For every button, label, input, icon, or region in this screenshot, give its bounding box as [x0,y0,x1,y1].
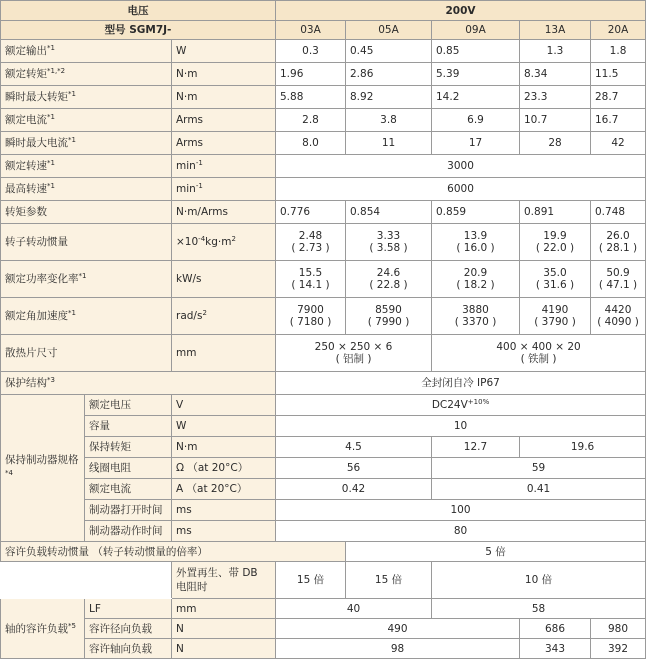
max-speed-label: 最高转速$^{*1}$ [1,178,172,201]
torque-constant-unit: N·m/Arms [172,201,276,224]
model-13a: 13A [520,21,591,40]
power-rate-20a: 50.9 ( 47.1 ) [591,261,646,298]
row-torque-constant [1,201,646,224]
inertia-label: 转子转动惯量 [1,224,172,261]
brake-holding-torque-large: 19.6 [520,437,646,458]
shaft-radial-label: 容许径向负载 [85,619,172,639]
brake-release-time-label: 制动器打开时间 [85,500,172,521]
shaft-radial-13a: 686 [520,619,591,639]
row-load-inertia [1,542,646,562]
load-inertia-value: 5 倍 [346,542,646,562]
protection-label: 保护结构$^{*3}$ [1,372,276,395]
brake-holding-torque-small: 4.5 [276,437,432,458]
brake-voltage-unit: V [172,395,276,416]
model-09a: 09A [432,21,520,40]
row-protection [1,372,646,395]
row-brake-operate-time [1,521,646,542]
row-max-speed [1,178,646,201]
model-20a: 20A [591,21,646,40]
heatsink-label: 散热片尺寸 [1,335,172,372]
row-shaft-lf [1,599,646,619]
brake-group-label: 保持制动器规格$^{*4}$ [1,395,85,542]
rated-current-09a: 6.9 [432,109,520,132]
row-rated-current [1,109,646,132]
angular-accel-label: 额定角加速度$^{*1}$ [1,298,172,335]
brake-coil-resistance-label: 线圈电阻 [85,458,172,479]
peak-current-20a: 42 [591,132,646,155]
peak-current-05a: 11 [346,132,432,155]
heatsink-unit: mm [172,335,276,372]
torque-constant-09a: 0.859 [432,201,520,224]
torque-constant-20a: 0.748 [591,201,646,224]
inertia-03a: 2.48 ( 2.73 ) [276,224,346,261]
row-rated-output [1,40,646,63]
peak-current-unit: Arms [172,132,276,155]
rated-current-label: 额定电流$^{*1}$ [1,109,172,132]
load-inertia-regen-label: 外置再生、带 DB 电阻时 [172,562,276,599]
row-brake-voltage [1,395,646,416]
shaft-lf-large: 58 [432,599,646,619]
row-rated-torque [1,63,646,86]
peak-torque-13a: 23.3 [520,86,591,109]
row-power-rate [1,261,646,298]
torque-constant-label: 转矩参数 [1,201,172,224]
brake-coil-resistance-unit: Ω （at 20°C） [172,458,276,479]
rated-current-13a: 10.7 [520,109,591,132]
heatsink-large: 400 × 400 × 20 ( 铁制 ) [432,335,646,372]
rated-current-unit: Arms [172,109,276,132]
rated-torque-03a: 1.96 [276,63,346,86]
brake-capacity-value: 10 [276,416,646,437]
brake-capacity-unit: W [172,416,276,437]
inertia-20a: 26.0 ( 28.1 ) [591,224,646,261]
heatsink-small: 250 × 250 × 6 ( 铝制 ) [276,335,432,372]
brake-rated-current-label: 额定电流 [85,479,172,500]
rated-current-20a: 16.7 [591,109,646,132]
power-rate-05a: 24.6 ( 22.8 ) [346,261,432,298]
row-angular-accel [1,298,646,335]
brake-coil-resistance-small: 56 [276,458,432,479]
row-brake-release-time [1,500,646,521]
max-speed-unit: $\min^{-1}$ [172,178,276,201]
row-shaft-radial [1,619,646,639]
peak-torque-unit: N·m [172,86,276,109]
load-inertia-regen-05a: 15 倍 [346,562,432,599]
angular-accel-05a: 8590 ( 7990 ) [346,298,432,335]
rated-speed-unit: $\min^{-1}$ [172,155,276,178]
shaft-axial-20a: 392 [591,639,646,659]
power-rate-03a: 15.5 ( 14.1 ) [276,261,346,298]
brake-operate-time-unit: ms [172,521,276,542]
torque-constant-05a: 0.854 [346,201,432,224]
rated-output-20a: 1.8 [591,40,646,63]
shaft-radial-small: 490 [276,619,520,639]
brake-capacity-label: 容量 [85,416,172,437]
angular-accel-03a: 7900 ( 7180 ) [276,298,346,335]
row-load-inertia-regen [1,562,646,599]
shaft-axial-small: 98 [276,639,520,659]
peak-torque-label: 瞬时最大转矩$^{*1}$ [1,86,172,109]
inertia-13a: 19.9 ( 22.0 ) [520,224,591,261]
brake-rated-current-small: 0.42 [276,479,432,500]
row-heatsink [1,335,646,372]
model-05a: 05A [346,21,432,40]
power-rate-09a: 20.9 ( 18.2 ) [432,261,520,298]
brake-coil-resistance-large: 59 [432,458,646,479]
row-brake-holding-torque [1,437,646,458]
peak-torque-03a: 5.88 [276,86,346,109]
rated-output-09a: 0.85 [432,40,520,63]
peak-current-03a: 8.0 [276,132,346,155]
inertia-09a: 13.9 ( 16.0 ) [432,224,520,261]
rated-torque-09a: 5.39 [432,63,520,86]
voltage-value: 200V [276,1,646,21]
shaft-axial-13a: 343 [520,639,591,659]
brake-voltage-label: 额定电压 [85,395,172,416]
angular-accel-unit: rad/$s^2$ [172,298,276,335]
torque-constant-03a: 0.776 [276,201,346,224]
brake-holding-torque-unit: N·m [172,437,276,458]
brake-rated-current-large: 0.41 [432,479,646,500]
brake-holding-torque-label: 保持转矩 [85,437,172,458]
max-speed-value: 6000 [276,178,646,201]
rated-output-03a: 0.3 [276,40,346,63]
inertia-05a: 3.33 ( 3.58 ) [346,224,432,261]
rated-output-unit: W [172,40,276,63]
row-brake-capacity [1,416,646,437]
brake-rated-current-unit: A （at 20°C） [172,479,276,500]
row-brake-coil-resistance [1,458,646,479]
model-label: 型号 SGM7J- [1,21,276,40]
shaft-axial-label: 容许轴向负载 [85,639,172,659]
rated-output-13a: 1.3 [520,40,591,63]
brake-operate-time-label: 制动器动作时间 [85,521,172,542]
peak-torque-09a: 14.2 [432,86,520,109]
shaft-group-label: 轴的容许负载$^{*5}$ [1,599,85,659]
row-inertia [1,224,646,261]
angular-accel-09a: 3880 ( 3370 ) [432,298,520,335]
shaft-lf-label: LF [85,599,172,619]
rated-current-05a: 3.8 [346,109,432,132]
row-peak-current [1,132,646,155]
row-brake-rated-current [1,479,646,500]
inertia-unit: $\times 10^{-4}kg\cdot m^2$ [172,224,276,261]
shaft-lf-small: 40 [276,599,432,619]
rated-torque-05a: 2.86 [346,63,432,86]
rated-torque-unit: N·m [172,63,276,86]
model-row [1,21,646,40]
brake-release-time-value: 100 [276,500,646,521]
row-rated-speed [1,155,646,178]
rated-output-label: 额定输出$^{*1}$ [1,40,172,63]
brake-release-time-unit: ms [172,500,276,521]
load-inertia-regen-rest: 10 倍 [432,562,646,599]
shaft-radial-20a: 980 [591,619,646,639]
peak-current-09a: 17 [432,132,520,155]
rated-speed-label: 额定转速$^{*1}$ [1,155,172,178]
power-rate-unit: kW/s [172,261,276,298]
peak-current-label: 瞬时最大电流$^{*1}$ [1,132,172,155]
power-rate-label: 额定功率变化率$^{*1}$ [1,261,172,298]
load-inertia-label: 容许负载转动惯量 （转子转动惯量的倍率） [1,542,346,562]
rated-output-05a: 0.45 [346,40,432,63]
protection-value: 全封闭自冷 IP67 [276,372,646,395]
rated-torque-label: 额定转矩$^{*1,*2}$ [1,63,172,86]
peak-torque-20a: 28.7 [591,86,646,109]
row-peak-torque [1,86,646,109]
row-shaft-axial [1,639,646,659]
power-rate-13a: 35.0 ( 31.6 ) [520,261,591,298]
brake-voltage-value: $DC24V^{+10\%}$ [276,395,646,416]
peak-torque-05a: 8.92 [346,86,432,109]
shaft-radial-unit: N [172,619,276,639]
voltage-label: 电压 [1,1,276,21]
shaft-axial-unit: N [172,639,276,659]
rated-torque-20a: 11.5 [591,63,646,86]
shaft-lf-unit: mm [172,599,276,619]
rated-current-03a: 2.8 [276,109,346,132]
torque-constant-13a: 0.891 [520,201,591,224]
brake-holding-torque-mid: 12.7 [432,437,520,458]
angular-accel-13a: 4190 ( 3790 ) [520,298,591,335]
rated-torque-13a: 8.34 [520,63,591,86]
brake-operate-time-value: 80 [276,521,646,542]
model-03a: 03A [276,21,346,40]
load-inertia-regen-03a: 15 倍 [276,562,346,599]
angular-accel-20a: 4420 ( 4090 ) [591,298,646,335]
voltage-row [1,1,646,21]
load-inertia-blank [1,562,172,599]
peak-current-13a: 28 [520,132,591,155]
rated-speed-value: 3000 [276,155,646,178]
